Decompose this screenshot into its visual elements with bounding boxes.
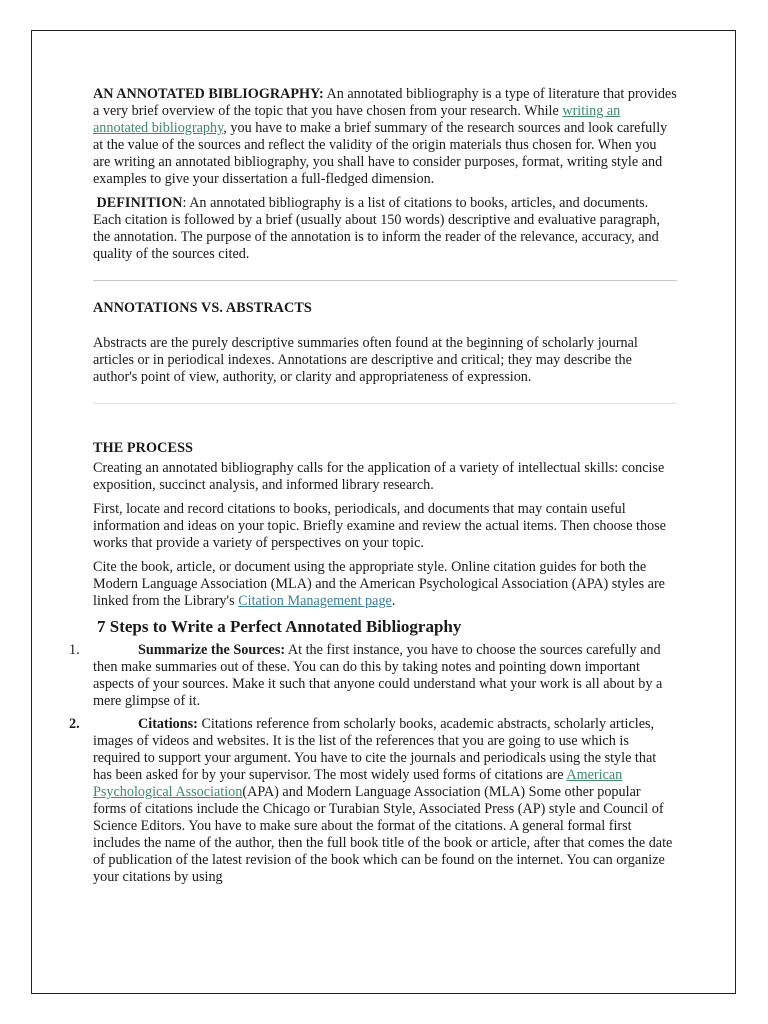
- list-item: 2. Citations: Citations reference from scholarly books, academic abstracts, scholarly articles, images of videos and websites. It is the list of the references that you are going to use which is required to support your argument. You have to cite the journals and periodicals using the style that has been asked for by your supervisor. The most widely used forms of citations are American Psychological Association(APA) and Modern Language Association (MLA) Some other popular forms of citations include the Chicago or Turabian Style, Associated Press (AP) style and Council of Science Editors. You have to make sure about the format of the citations. A general formal first includes the name of the author, then the full book title of the book or article, after that comes the date of publication of the latest revision of the book which can be found on the internet. You can organize your citations by using: [69, 716, 673, 885]
- intro-heading: AN ANNOTATED BIBLIOGRAPHY:: [93, 86, 324, 102]
- intro-paragraph: AN ANNOTATED BIBLIOGRAPHY: An annotated bibliography is a type of literature that provides a very brief overview of the topic that you have chosen from your research. While writing an annotated bibliography, you have to make a brief summary of the research sources and look carefully at the value of the sources and reflect the validity of the origin materials thus chosen for. When you are writing an annotated bibliography, you shall have to consider purposes, format, writing style and examples to give your dissertation a full-fledged dimension.: [93, 86, 677, 187]
- process-paragraph-1: Creating an annotated bibliography calls for the application of a variety of intellectual skills: concise exposition, succinct analysis, and informed library research.: [93, 460, 665, 493]
- abstracts-paragraph: Abstracts are the purely descriptive summaries often found at the beginning of scholarly journal articles or in periodical indexes. Annotations are descriptive and critical; they may describe the author's point of view, authority, or clarity and appropriateness of expression.: [93, 335, 638, 385]
- definition-paragraph: DEFINITION: An annotated bibliography is a list of citations to books, articles, and documents. Each citation is followed by a brief (usually about 150 words) descriptive and evaluative paragraph, the annotation. The purpose of the annotation is to inform the reader of the relevance, accuracy, and quality of the sources cited.: [93, 195, 660, 262]
- process-paragraph-3: Cite the book, article, or document using the appropriate style. Online citation guides for both the Modern Language Association (MLA) and the American Psychological Association (APA) styles are linked from the Library's Citation Management page.: [93, 559, 665, 609]
- step-title: Citations:: [138, 716, 198, 732]
- citation-management-link[interactable]: Citation Management page: [238, 593, 392, 609]
- list-number: 2.: [69, 716, 80, 732]
- process-heading: THE PROCESS: [93, 440, 194, 456]
- step-title: Summarize the Sources:: [138, 642, 286, 658]
- process-paragraph-2: First, locate and record citations to books, periodicals, and documents that may contain useful information and ideas on your topic. Briefly examine and review the actual items. Then choose those works that provide a variety of perspectives on your topic.: [93, 501, 666, 551]
- definition-heading: DEFINITION: [96, 195, 183, 211]
- steps-list: [69, 642, 677, 886]
- list-number: 1.: [69, 642, 80, 658]
- divider: [93, 403, 677, 404]
- writing-annotated-bibliography-link[interactable]: writing an annotated bibliography: [93, 103, 621, 136]
- apa-link[interactable]: American Psychological Association: [93, 767, 623, 800]
- document-body: [69, 86, 677, 886]
- list-item: 1. Summarize the Sources: At the first instance, you have to choose the sources carefully and then make summaries out of these. You can do this by taking notes and pointing down important aspects of your sources. Make it such that anyone could understand what your work is all about by a mere glimpse of it.: [69, 642, 663, 709]
- annotations-vs-abstracts-heading: ANNOTATIONS VS. ABSTRACTS: [93, 300, 312, 316]
- divider: [93, 280, 677, 281]
- steps-heading: 7 Steps to Write a Perfect Annotated Bibliography: [97, 617, 462, 636]
